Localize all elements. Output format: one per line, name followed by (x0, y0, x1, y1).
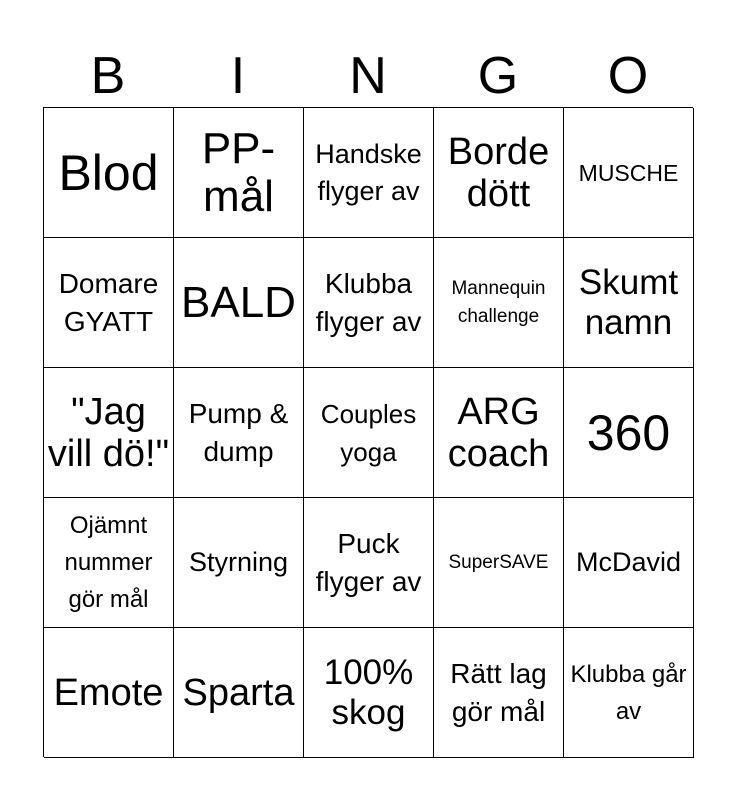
bingo-cell-text: Emote (53, 671, 164, 714)
bingo-cell-text: "Jag vill dö!" (47, 390, 170, 475)
bingo-cell[interactable] (174, 108, 304, 238)
bingo-cell[interactable] (304, 108, 434, 238)
bingo-cell-text: Sparta (182, 671, 295, 714)
bingo-cell[interactable] (44, 108, 174, 238)
bingo-cell[interactable] (304, 368, 434, 498)
bingo-cell[interactable] (44, 498, 174, 628)
bingo-cell-text: Rätt lag gör mål (450, 657, 547, 727)
bingo-cell[interactable] (174, 498, 304, 628)
header-letter-n: N (349, 47, 387, 105)
bingo-cell-text: Ojämnt nummer gör mål (64, 512, 153, 613)
bingo-cell[interactable] (434, 238, 564, 368)
bingo-cell-text: Puck flyger av (315, 527, 422, 597)
bingo-cell-text: ARG coach (447, 390, 550, 475)
bingo-cell[interactable] (564, 108, 694, 238)
bingo-header (43, 46, 693, 106)
bingo-cell-text: MUSCHE (578, 159, 679, 186)
bingo-cell[interactable] (44, 238, 174, 368)
bingo-cell-text: Mannequin challenge (451, 277, 546, 327)
bingo-cell-text: Klubba går av (570, 660, 687, 725)
bingo-cell-text: 360 (586, 404, 671, 461)
bingo-cell-text: BALD (181, 277, 296, 327)
bingo-cell[interactable] (304, 628, 434, 758)
bingo-cell[interactable] (174, 238, 304, 368)
bingo-cell-text: Pump & dump (188, 397, 289, 467)
bingo-cell-text: Handske flyger av (315, 138, 422, 206)
header-letter-b: B (90, 47, 126, 105)
header-letter-o: O (607, 47, 649, 105)
bingo-cell[interactable] (304, 498, 434, 628)
bingo-cell-text: 100% skog (323, 652, 414, 732)
bingo-cell[interactable] (564, 628, 694, 758)
bingo-cell-text: McDavid (575, 547, 682, 577)
bingo-cell-text: Skumt namn (578, 262, 679, 342)
bingo-cell[interactable] (434, 368, 564, 498)
bingo-cell[interactable] (564, 368, 694, 498)
header-letter-g: G (477, 47, 519, 105)
bingo-cell[interactable] (44, 628, 174, 758)
bingo-cell[interactable] (434, 498, 564, 628)
bingo-board (43, 107, 693, 757)
bingo-cell-text: Domare GYATT (58, 267, 159, 337)
bingo-cell-text: SuperSAVE (448, 551, 549, 573)
bingo-cell-text: Couples yoga (320, 398, 417, 467)
bingo-cell[interactable] (564, 498, 694, 628)
bingo-cell[interactable] (174, 628, 304, 758)
bingo-cell[interactable] (174, 368, 304, 498)
bingo-cell[interactable] (564, 238, 694, 368)
bingo-cell[interactable] (434, 108, 564, 238)
bingo-cell[interactable] (44, 368, 174, 498)
bingo-cell-text: Borde dött (447, 130, 550, 215)
bingo-cell-text: Klubba flyger av (315, 267, 422, 337)
bingo-cell[interactable] (434, 628, 564, 758)
bingo-cell-text: Styrning (188, 547, 289, 577)
bingo-cell[interactable] (304, 238, 434, 368)
bingo-cell-text: Blod (58, 144, 159, 201)
header-letter-i: I (230, 47, 246, 105)
bingo-cell-text: PP-mål (201, 123, 276, 221)
